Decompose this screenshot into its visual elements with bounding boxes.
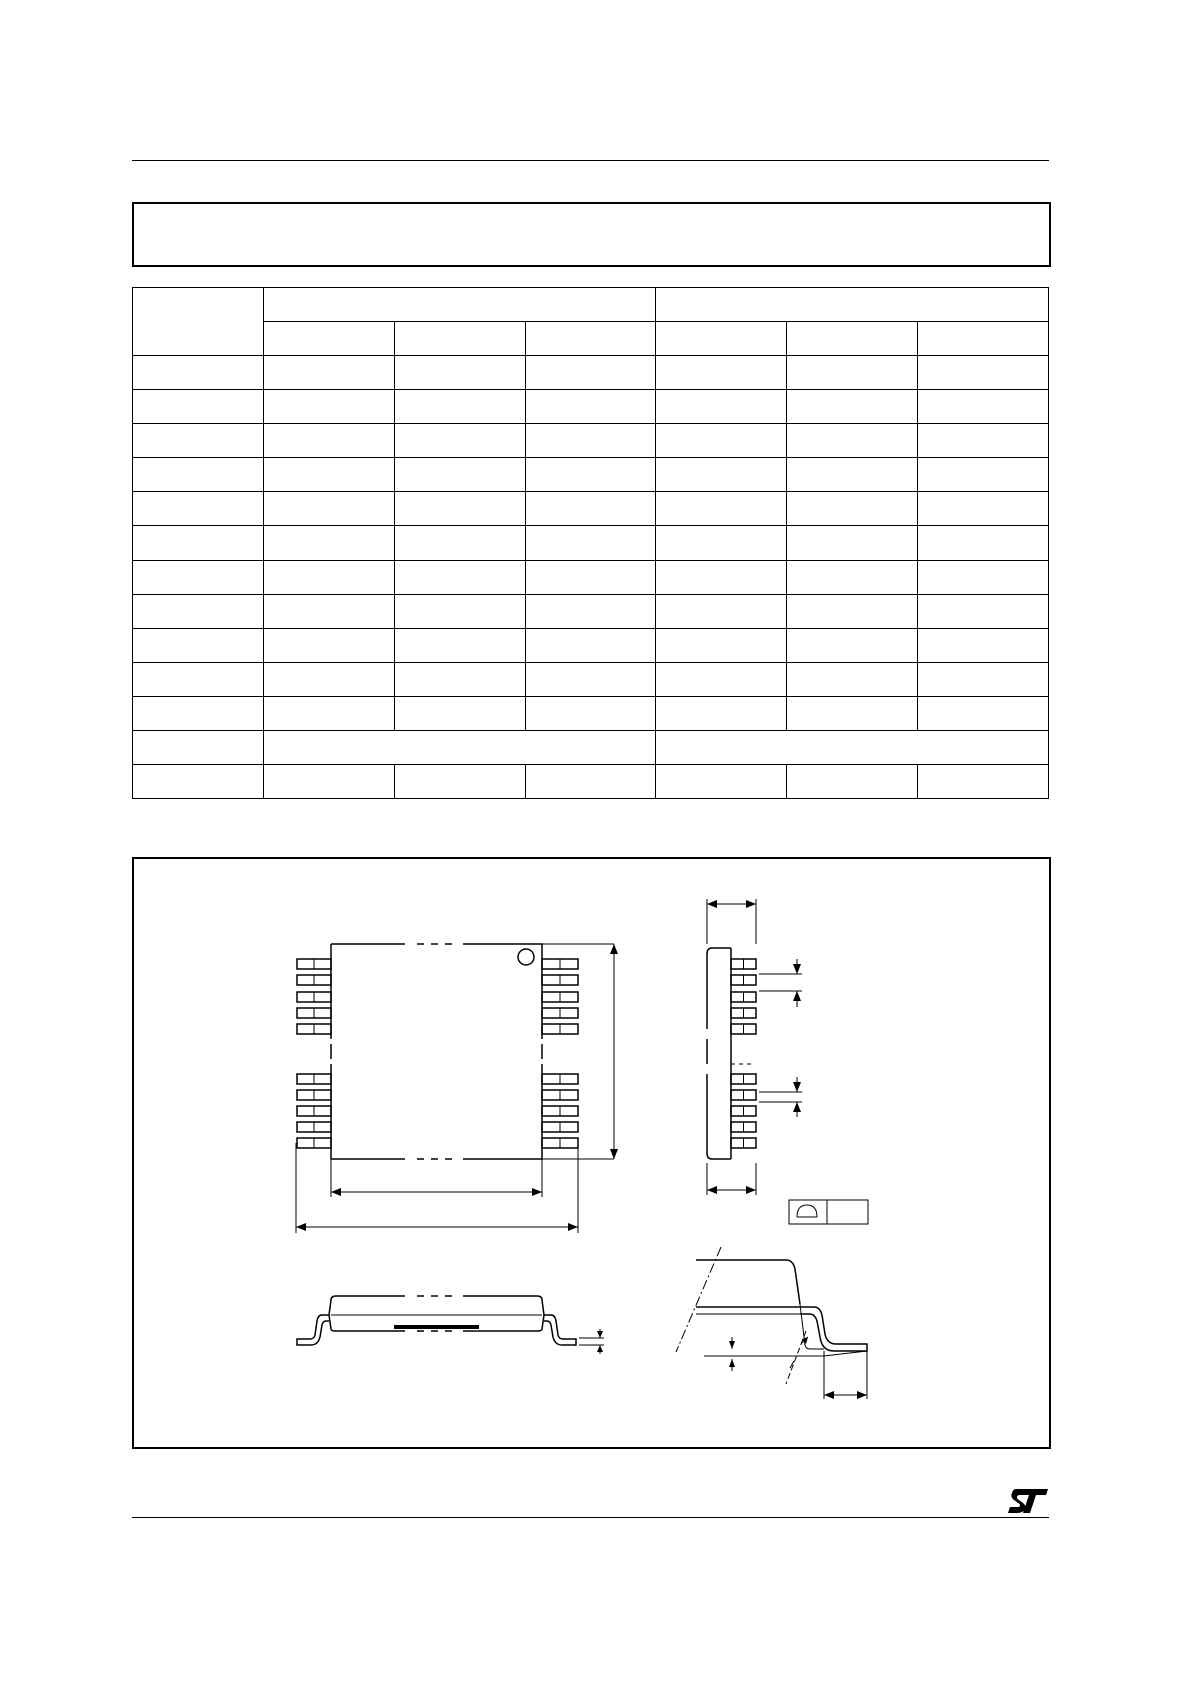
value-cell [264,526,395,560]
table-title-box [132,202,1051,267]
dimension-table [132,287,1049,799]
subheader-cell [394,322,525,356]
value-cell [918,594,1049,628]
table-row [133,696,1049,730]
value-cell [525,458,656,492]
value-cell [264,390,395,424]
front-view [297,1296,604,1354]
side-pins [731,959,756,1148]
value-cell [394,390,525,424]
value-cell [525,594,656,628]
package-outline-drawing [134,859,1049,1447]
value-cell [656,356,787,390]
value-cell [264,662,395,696]
subheader-cell [525,322,656,356]
table-row [133,628,1049,662]
value-cell [264,628,395,662]
subheader-cell [264,322,395,356]
value-cell [264,356,395,390]
merged-value-cell [656,730,1049,764]
dim-label-cell [133,492,264,526]
value-cell [656,492,787,526]
value-cell [787,390,918,424]
header-group-mm [264,288,656,322]
value-cell [787,696,918,730]
value-cell [656,424,787,458]
value-cell [656,594,787,628]
value-cell [264,458,395,492]
value-cell [918,628,1049,662]
table-row [133,730,1049,764]
package-drawing-frame [132,857,1051,1449]
value-cell [787,628,918,662]
value-cell [656,560,787,594]
table-row [133,492,1049,526]
value-cell [787,458,918,492]
value-cell [525,356,656,390]
value-cell [394,492,525,526]
value-cell [394,458,525,492]
subheader-cell [918,322,1049,356]
header-group-inch [656,288,1049,322]
value-cell [787,526,918,560]
value-cell [918,390,1049,424]
value-cell [394,526,525,560]
dim-label-cell [133,594,264,628]
dim-label-cell [133,526,264,560]
value-cell [918,764,1049,798]
value-cell [787,662,918,696]
value-cell [525,526,656,560]
value-cell [787,764,918,798]
table-row [133,594,1049,628]
value-cell [394,594,525,628]
table-header-row [133,288,1049,322]
value-cell [264,696,395,730]
table-row [133,356,1049,390]
dim-label-cell [133,628,264,662]
value-cell [394,628,525,662]
value-cell [525,628,656,662]
value-cell [656,696,787,730]
subheader-cell [656,322,787,356]
value-cell [264,764,395,798]
value-cell [394,560,525,594]
dim-label-cell [133,560,264,594]
value-cell [787,424,918,458]
value-cell [656,390,787,424]
st-logo [1006,1487,1050,1515]
table-row [133,526,1049,560]
value-cell [787,356,918,390]
table-row [133,424,1049,458]
value-cell [918,526,1049,560]
value-cell [918,662,1049,696]
value-cell [918,696,1049,730]
value-cell [525,492,656,526]
value-cell [525,560,656,594]
value-cell [525,696,656,730]
value-cell [656,628,787,662]
table-row [133,662,1049,696]
value-cell [656,764,787,798]
value-cell [264,424,395,458]
value-cell [656,662,787,696]
value-cell [264,492,395,526]
top-view [296,944,618,1233]
footer-rule [132,1517,1049,1518]
dim-label-cell [133,764,264,798]
value-cell [656,526,787,560]
value-cell [394,662,525,696]
value-cell [264,594,395,628]
value-cell [918,492,1049,526]
value-cell [787,560,918,594]
dim-label-cell [133,458,264,492]
value-cell [264,560,395,594]
value-cell [787,594,918,628]
table-row [133,560,1049,594]
dim-label-cell [133,356,264,390]
dim-label-cell [133,424,264,458]
table-subheader-row [133,322,1049,356]
left-pins [297,959,331,1148]
dim-header-cell [133,288,264,356]
header-rule [132,160,1049,161]
value-cell [394,696,525,730]
dim-label-cell [133,696,264,730]
value-cell [394,424,525,458]
value-cell [787,492,918,526]
dim-label-cell [133,662,264,696]
value-cell [525,390,656,424]
dim-label-cell [133,390,264,424]
value-cell [525,424,656,458]
value-cell [918,424,1049,458]
table-row [133,764,1049,798]
value-cell [525,764,656,798]
merged-value-cell [264,730,656,764]
value-cell [656,458,787,492]
table-row [133,458,1049,492]
value-cell [525,662,656,696]
end-view [707,899,868,1224]
value-cell [918,356,1049,390]
subheader-cell [787,322,918,356]
value-cell [394,764,525,798]
value-cell [394,356,525,390]
value-cell [918,458,1049,492]
dim-label-cell [133,730,264,764]
right-pins [542,959,578,1148]
table-row [133,390,1049,424]
lead-detail-view [676,1247,867,1399]
value-cell [918,560,1049,594]
